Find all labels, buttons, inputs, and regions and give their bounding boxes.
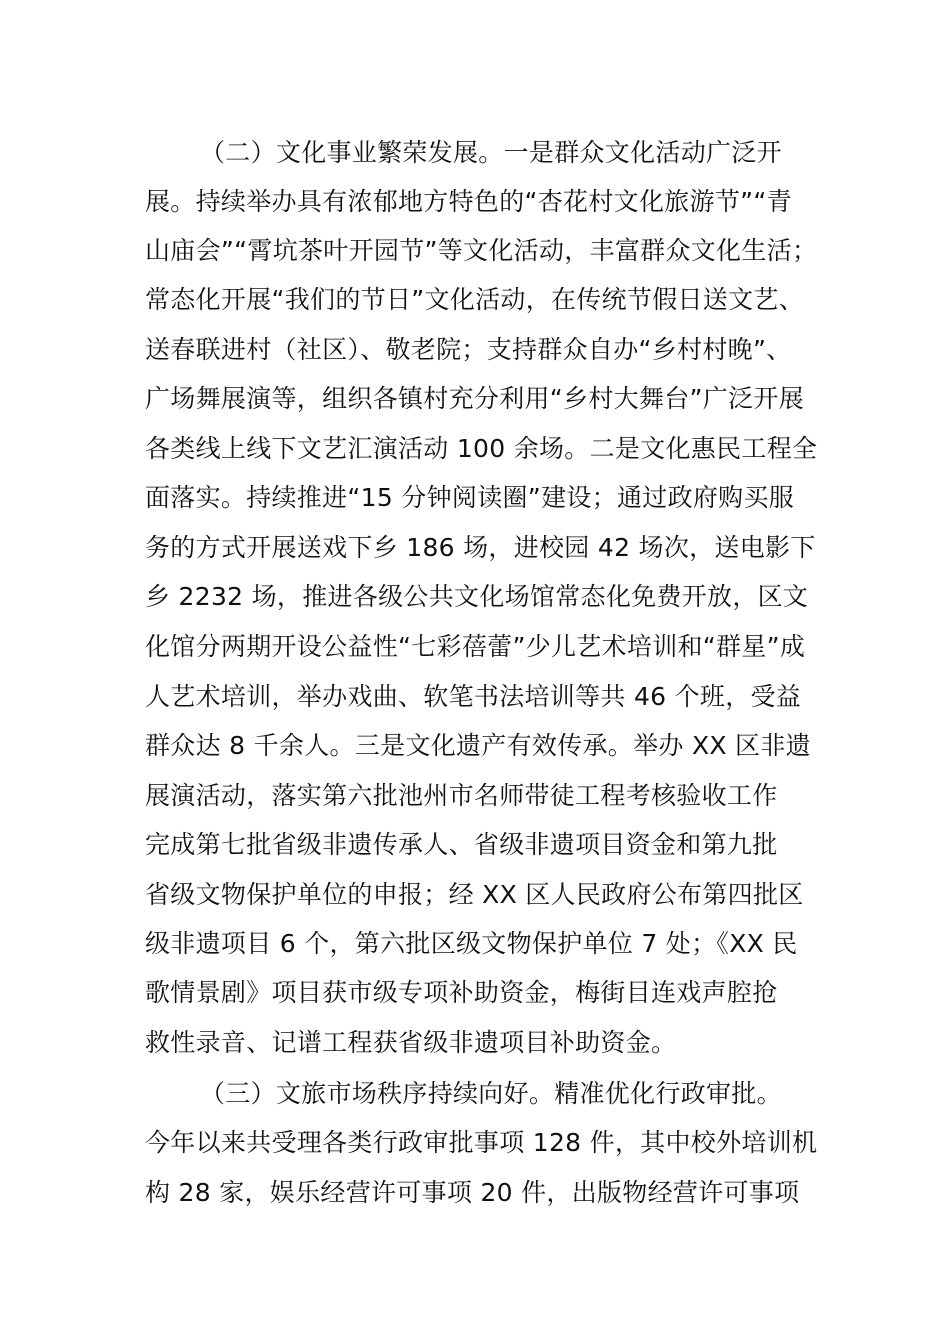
text-line: 面落实。持续推进“15 分钟阅读圈”建设；通过政府购买服 bbox=[145, 483, 795, 512]
text-line: 山庙会”“霄坑茶叶开园节”等文化活动，丰富群众文化生活； bbox=[145, 236, 818, 265]
text-line: 完成第七批省级非遗传承人、省级非遗项目资金和第九批 bbox=[145, 830, 778, 859]
text-line: 省级文物保护单位的申报；经 XX 区人民政府公布第四批区 bbox=[145, 880, 804, 909]
text-line: 救性录音、记谱工程获省级非遗项目补助资金。 bbox=[145, 1028, 677, 1057]
text-line: 化馆分两期开设公益性“七彩蓓蕾”少儿艺术培训和“群星”成 bbox=[145, 632, 806, 661]
paragraph-2-heading-line: （二）文化事业繁荣发展。一是群众文化活动广泛开 bbox=[200, 138, 782, 167]
text-line: 人艺术培训，举办戏曲、软笔书法培训等共 46 个班，受益 bbox=[145, 682, 802, 711]
text-line: 歌情景剧》项目获市级专项补助资金，梅街目连戏声腔抢 bbox=[145, 978, 778, 1007]
paragraph-3-heading-line: （三）文旅市场秩序持续向好。精准优化行政审批。 bbox=[200, 1079, 782, 1108]
text-line: 今年以来共受理各类行政审批事项 128 件，其中校外培训机 bbox=[145, 1128, 818, 1157]
text-line: 群众达 8 千余人。三是文化遗产有效传承。举办 XX 区非遗 bbox=[145, 731, 811, 760]
text-line: 构 28 家，娱乐经营许可事项 20 件，出版物经营许可事项 bbox=[145, 1178, 800, 1207]
text-line: 乡 2232 场，推进各级公共文化场馆常态化免费开放，区文 bbox=[145, 582, 809, 611]
text-line: 常态化开展“我们的节日”文化活动，在传统节假日送文艺、 bbox=[145, 285, 805, 314]
text-line: 展演活动，落实第六批池州市名师带徒工程考核验收工作 bbox=[145, 781, 778, 810]
text-line: 各类线上线下文艺汇演活动 100 余场。二是文化惠民工程全 bbox=[145, 434, 818, 463]
text-line: 送春联进村（社区）、敬老院；支持群众自办“乡村村晚”、 bbox=[145, 335, 792, 364]
text-line: 级非遗项目 6 个，第六批区级文物保护单位 7 处；《XX 民 bbox=[145, 929, 798, 958]
text-line: 务的方式开展送戏下乡 186 场，进校园 42 场次，送电影下 bbox=[145, 533, 816, 562]
text-line: 展。持续举办具有浓郁地方特色的“杏花村文化旅游节”“青 bbox=[145, 187, 792, 216]
text-line: 广场舞展演等，组织各镇村充分利用“乡村大舞台”广泛开展 bbox=[145, 384, 805, 413]
